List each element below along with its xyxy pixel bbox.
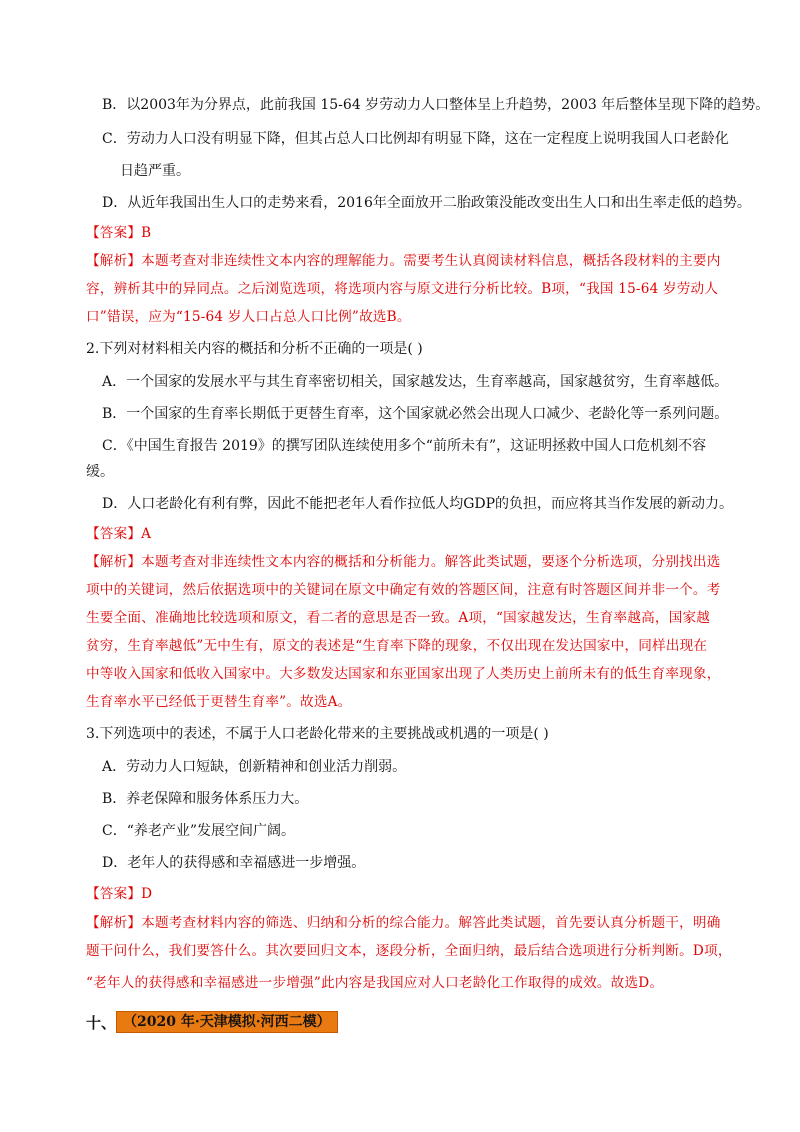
- q3-option-a: A．劳动力人口短缺，创新精神和创业活力削弱。: [102, 759, 407, 775]
- q2-analysis-line-6: 生育率水平已经低于更替生育率”。故选A。: [86, 694, 352, 710]
- q2-option-b: B．一个国家的生育率长期低于更替生育率，这个国家就必然会出现人口减少、老龄化等一系列问题。: [102, 406, 729, 422]
- q3-option-c: C．“养老产业”发展空间广阔。: [102, 823, 296, 839]
- q1-analysis-line-1: 【解析】本题考查对非连续性文本内容的理解能力。需要考生认真阅读材料信息，概括各段材料的主要内: [86, 253, 721, 269]
- section-source-tag: （2020 年·天津模拟·河西二模）: [116, 1011, 338, 1033]
- q3-answer: 【答案】D: [86, 886, 153, 902]
- q3-option-d: D．老年人的获得感和幸福感进一步增强。: [102, 855, 366, 871]
- q2-option-c: C．《中国生育报告 2019》的撰写团队连续使用多个“前所未有”，这证明拯救中国人口危机刻不容: [102, 438, 707, 454]
- q2-option-c-cont: 缓。: [86, 464, 114, 480]
- section-number: 十、: [86, 1013, 117, 1032]
- q2-answer: 【答案】A: [86, 526, 152, 542]
- q1-option-d: D．从近年我国出生人口的走势来看，2016年全面放开二胎政策没能改变出生人口和出生率走低的趋势。: [102, 195, 751, 211]
- q2-analysis-line-4: 贫穷，生育率越低”无中生有，原文的表述是“生育率下降的现象，不仅出现在发达国家中，同样出现在: [86, 638, 708, 654]
- q1-analysis-line-2: 容，辨析其中的异同点。之后浏览选项，将选项内容与原文进行分析比较。B项，“我国 15-64 岁劳动人: [86, 281, 719, 297]
- q2-option-a: A．一个国家的发展水平与其生育率密切相关，国家越发达，生育率越高，国家越贫穷，生育率越低。: [102, 374, 729, 390]
- q1-option-c: C．劳动力人口没有明显下降，但其占总人口比例却有明显下降，这在一定程度上说明我国人口老龄化: [102, 131, 729, 147]
- q2-stem: 2.下列对材料相关内容的概括和分析不正确的一项是( ): [86, 341, 423, 357]
- q3-option-b: B．养老保障和服务体系压力大。: [102, 791, 309, 807]
- q1-answer: 【答案】B: [86, 225, 152, 241]
- q3-stem: 3.下列选项中的表述，不属于人口老龄化带来的主要挑战或机遇的一项是( ): [86, 726, 549, 742]
- q2-analysis-line-5: 中等收入国家和低收入国家中。大多数发达国家和东亚国家出现了人类历史上前所未有的低生育率现象，: [86, 666, 721, 682]
- q2-analysis-line-1: 【解析】本题考查对非连续性文本内容的概括和分析能力。解答此类试题，要逐个分析选项，分别找出选: [86, 554, 721, 570]
- q3-analysis-line-2: 题干问什么，我们要答什么。其次要回归文本，逐段分析，全面归纳，最后结合选项进行分析判断。D项，: [86, 943, 732, 959]
- q3-analysis-line-1: 【解析】本题考查材料内容的筛选、归纳和分析的综合能力。解答此类试题，首先要认真分析题干，明确: [86, 915, 721, 931]
- q2-analysis-line-3: 生要全面、准确地比较选项和原文，看二者的意思是否一致。A项，“国家越发达，生育率越高，国家越: [86, 610, 711, 626]
- q1-analysis-line-3: 口”错误，应为“15-64 岁人口占总人口比例”故选B。: [86, 309, 411, 325]
- q2-option-d: D．人口老龄化有利有弊，因此不能把老年人看作拉低人均GDP的负担，而应将其当作发展的新动力。: [102, 496, 734, 512]
- q3-analysis-line-3: “老年人的获得感和幸福感进一步增强”此内容是我国应对人口老龄化工作取得的成效。故选D。: [86, 975, 664, 991]
- section-header: [86, 1011, 338, 1033]
- q1-option-b: B．以2003年为分界点，此前我国 15-64 岁劳动力人口整体呈上升趋势，2003 年后整体呈现下降的趋势。: [102, 97, 770, 113]
- q2-analysis-line-2: 项中的关键词，然后依据选项中的关键词在原文中确定有效的答题区间，注意有时答题区间并非一个。考: [86, 582, 721, 598]
- q1-option-c-cont: 日趋严重。: [120, 163, 190, 179]
